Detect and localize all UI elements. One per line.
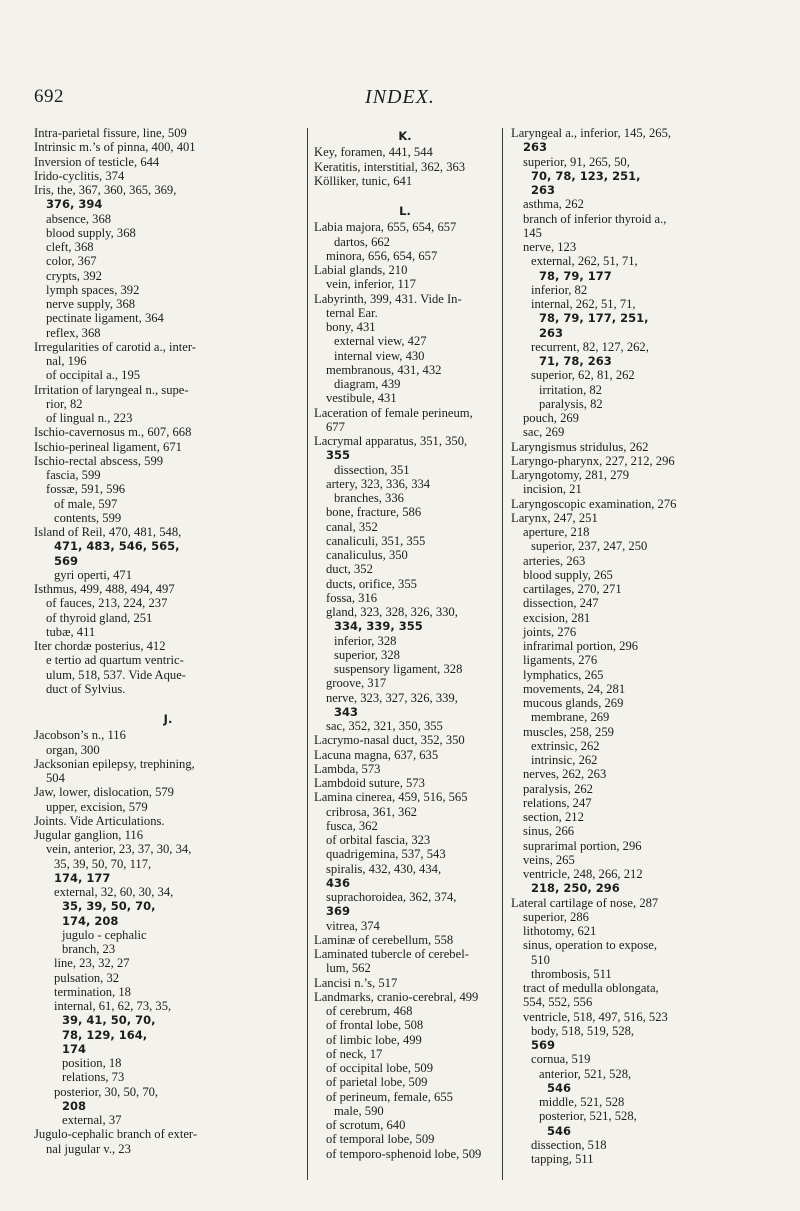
index-entry: inferior, 328 <box>334 633 397 648</box>
index-entry: Key, foramen, 441, 544 <box>314 145 433 160</box>
index-entry: of perineum, female, 655 <box>326 1089 453 1104</box>
index-entry: duct, 352 <box>326 562 373 577</box>
index-entry: 35, 39, 50, 70, 117, <box>54 856 152 871</box>
index-entry: 554, 552, 556 <box>523 995 593 1010</box>
index-entry: external, 262, 51, 71, <box>531 254 638 269</box>
index-entry: Inversion of testicle, 644 <box>34 154 160 169</box>
index-entry: gyri operti, 471 <box>54 567 132 582</box>
index-entry: Jaw, lower, dislocation, 579 <box>34 785 174 800</box>
index-entry: 677 <box>326 419 345 434</box>
index-entry: Landmarks, cranio-cerebral, 499 <box>314 989 479 1004</box>
index-entry: bone, fracture, 586 <box>326 505 422 520</box>
index-entry: dissection, 351 <box>334 462 410 477</box>
index-entry: incision, 21 <box>523 482 582 497</box>
index-entry: intrinsic, 262 <box>531 753 598 767</box>
index-entry: 369 <box>326 904 351 919</box>
index-entry: Irido-cyclitis, 374 <box>34 168 125 183</box>
index-entry: irritation, 82 <box>539 382 602 397</box>
index-entry: Keratitis, interstitial, 362, 363 <box>314 159 466 174</box>
index-entry: 35, 39, 50, 70, <box>62 899 156 914</box>
index-entry: internal view, 430 <box>334 348 425 363</box>
index-entry: Joints. Vide Articulations. <box>34 813 165 828</box>
index-entry: superior, 62, 81, 262 <box>531 368 635 383</box>
index-entry: pulsation, 32 <box>54 970 120 985</box>
index-entry: duct of Sylvius. <box>46 681 126 696</box>
index-entry: color, 367 <box>46 254 97 269</box>
index-entry: ventricle, 518, 497, 516, 523 <box>523 1009 668 1024</box>
index-entry: Lamina cinerea, 459, 516, 565 <box>314 790 468 805</box>
index-entry: line, 23, 32, 27 <box>54 956 130 971</box>
index-entry: bony, 431 <box>326 320 376 334</box>
index-entry: Laryngeal a., inferior, 145, 265, <box>511 126 672 140</box>
index-entry: 174 <box>62 1041 87 1056</box>
index-entry: diagram, 439 <box>334 377 401 391</box>
index-entry: 78, 79, 177 <box>539 268 612 283</box>
index-entry: paralysis, 82 <box>539 396 603 411</box>
index-entry: of frontal lobe, 508 <box>326 1018 424 1033</box>
index-entry: 145 <box>523 225 542 240</box>
index-entry: nerve, 323, 327, 326, 339, <box>326 690 458 705</box>
index-entry: dissection, 247 <box>523 596 599 611</box>
index-entry: Jacksonian epilepsy, trephining, <box>34 756 195 771</box>
index-entry: Lacrymal apparatus, 351, 350, <box>314 434 468 448</box>
index-entry: suspensory ligament, 328 <box>334 662 463 676</box>
index-entry: reflex, 368 <box>46 325 101 340</box>
index-entry: excision, 281 <box>523 610 591 625</box>
index-entry: Island of Reil, 470, 481, 548, <box>34 525 182 539</box>
index-entry: 174, 208 <box>62 913 119 928</box>
index-entry: dartos, 662 <box>334 234 390 249</box>
index-entry: fossæ, 591, 596 <box>46 482 126 497</box>
index-entry: Jacobson’s n., 116 <box>34 728 126 743</box>
index-entry: lymph spaces, 392 <box>46 282 140 297</box>
index-entry: sinus, 266 <box>523 824 575 839</box>
index-entry: organ, 300 <box>46 742 100 757</box>
index-entry: branch, 23 <box>62 942 116 956</box>
index-entry: Irritation of laryngeal n., supe- <box>34 382 189 397</box>
index-entry: suprarimal portion, 296 <box>523 838 642 853</box>
index-entry: nal jugular v., 23 <box>46 1141 131 1156</box>
index-entry: dissection, 518 <box>531 1137 607 1152</box>
index-entry: 218, 250, 296 <box>531 881 620 896</box>
index-entry: branches, 336 <box>334 491 404 505</box>
index-entry: superior, 91, 265, 50, <box>523 154 630 169</box>
index-entry: 436 <box>326 875 351 890</box>
index-entry: Jugulo-cephalic branch of exter- <box>34 1127 198 1142</box>
index-entry: membrane, 269 <box>531 710 610 725</box>
index-entry: ulum, 518, 537. Vide Aque- <box>46 667 186 682</box>
index-entry: vestibule, 431 <box>326 391 397 406</box>
index-column-2 <box>314 126 496 1161</box>
index-entry: male, 590 <box>334 1103 384 1118</box>
index-entry: fossa, 316 <box>326 590 378 605</box>
index-entry: Larynx, 247, 251 <box>511 510 598 525</box>
index-entry: mucous glands, 269 <box>523 696 624 710</box>
index-entry: paralysis, 262 <box>523 781 593 796</box>
index-entry: blood supply, 368 <box>46 225 136 240</box>
index-entry: of fauces, 213, 224, 237 <box>46 596 168 611</box>
index-entry: sac, 269 <box>523 425 565 440</box>
index-entry: absence, 368 <box>46 211 112 226</box>
index-entry: infrarimal portion, 296 <box>523 639 639 653</box>
index-entry: gland, 323, 328, 326, 330, <box>326 605 458 619</box>
index-entry: 70, 78, 123, 251, <box>531 168 641 183</box>
index-entry: 471, 483, 546, 565, <box>54 539 180 554</box>
index-entry: Intra-parietal fissure, line, 509 <box>34 126 187 140</box>
index-entry: internal, 61, 62, 73, 35, <box>54 999 172 1013</box>
index-entry: 208 <box>62 1098 87 1113</box>
index-entry: 78, 129, 164, <box>62 1027 148 1042</box>
index-entry: spiralis, 432, 430, 434, <box>326 861 442 876</box>
index-entry: position, 18 <box>62 1056 122 1070</box>
index-entry: of cerebrum, 468 <box>326 1004 413 1018</box>
index-entry: vein, anterior, 23, 37, 30, 34, <box>46 842 192 857</box>
index-entry: of parietal lobe, 509 <box>326 1075 428 1090</box>
index-entry: of lingual n., 223 <box>46 411 133 425</box>
index-entry: Iris, the, 367, 360, 365, 369, <box>34 183 177 197</box>
index-entry: arteries, 263 <box>523 553 586 568</box>
index-entry: suprachoroidea, 362, 374, <box>326 890 457 904</box>
index-entry: Lateral cartilage of nose, 287 <box>511 895 659 910</box>
index-entry: of occipital lobe, 509 <box>326 1061 434 1075</box>
index-entry: Laryngoscopic examination, 276 <box>511 496 677 511</box>
index-entry: Kölliker, tunic, 641 <box>314 173 413 188</box>
index-entry: lymphatics, 265 <box>523 667 604 682</box>
index-entry: 174, 177 <box>54 870 111 885</box>
index-entry: 546 <box>547 1080 572 1095</box>
index-entry: Lancisi n.’s, 517 <box>314 975 398 990</box>
index-entry: of temporal lobe, 509 <box>326 1132 435 1147</box>
index-entry: ventricle, 248, 266, 212 <box>523 867 643 881</box>
index-entry: quadrigemina, 537, 543 <box>326 847 446 862</box>
index-entry: posterior, 521, 528, <box>539 1109 637 1124</box>
index-entry: 263 <box>523 140 548 155</box>
index-entry: anterior, 521, 528, <box>539 1066 632 1081</box>
index-entry: Irregularities of carotid a., inter- <box>34 339 196 354</box>
section-letter: L. <box>399 204 411 218</box>
index-entry: sinus, operation to expose, <box>523 938 657 953</box>
page-number: 692 <box>34 86 64 107</box>
column-divider <box>307 128 308 1180</box>
index-entry: external, 32, 60, 30, 34, <box>54 885 174 899</box>
index-entry: canaliculi, 351, 355 <box>326 533 426 548</box>
index-entry: 569 <box>54 553 79 568</box>
index-entry: vein, inferior, 117 <box>326 277 416 292</box>
index-entry: branch of inferior thyroid a., <box>523 211 667 226</box>
index-entry: nerve supply, 368 <box>46 297 136 311</box>
section-gap <box>314 188 496 201</box>
index-entry: of thyroid gland, 251 <box>46 610 153 625</box>
index-entry: ligaments, 276 <box>523 653 598 668</box>
index-entry: fusca, 362 <box>326 818 378 833</box>
index-entry: 355 <box>326 448 351 463</box>
index-entry: canal, 352 <box>326 519 378 534</box>
index-entry: recurrent, 82, 127, 262, <box>531 339 649 354</box>
index-entry: posterior, 30, 50, 70, <box>54 1084 159 1099</box>
index-entry: rior, 82 <box>46 396 83 411</box>
index-entry: thrombosis, 511 <box>531 966 612 981</box>
index-entry: nerves, 262, 263 <box>523 767 607 782</box>
index-column-3 <box>511 126 773 1166</box>
index-entry: movements, 24, 281 <box>523 681 626 696</box>
index-entry: Laminæ of cerebellum, 558 <box>314 932 454 947</box>
index-entry: sac, 352, 321, 350, 355 <box>326 719 443 733</box>
index-entry: section, 212 <box>523 810 584 824</box>
index-entry: superior, 286 <box>523 909 589 924</box>
index-entry: of limbic lobe, 499 <box>326 1032 422 1047</box>
index-entry: 263 <box>531 183 556 197</box>
index-entry: cartilages, 270, 271 <box>523 582 622 596</box>
index-entry: ternal Ear. <box>326 305 378 320</box>
running-title: INDEX. <box>365 86 435 108</box>
index-entry: lithotomy, 621 <box>523 924 597 938</box>
index-column-1 <box>34 126 302 1156</box>
index-entry: 343 <box>334 704 359 719</box>
index-entry: of scrotum, 640 <box>326 1118 406 1132</box>
section-gap <box>34 696 302 709</box>
index-entry: groove, 317 <box>326 676 387 691</box>
index-entry: Lacuna magna, 637, 635 <box>314 747 439 762</box>
index-entry: external view, 427 <box>334 334 427 349</box>
index-entry: Intrinsic m.’s of pinna, 400, 401 <box>34 140 196 155</box>
index-entry: minora, 656, 654, 657 <box>326 248 438 263</box>
index-entry: Iter chordæ posterius, 412 <box>34 639 166 653</box>
page-header <box>0 86 800 114</box>
index-entry: Laryngo-pharynx, 227, 212, 296 <box>511 453 675 468</box>
index-entry: Lambdoid suture, 573 <box>314 776 425 790</box>
index-entry: crypts, 392 <box>46 268 102 283</box>
index-entry: nal, 196 <box>46 354 87 368</box>
index-entry: lum, 562 <box>326 961 371 976</box>
index-entry: Labial glands, 210 <box>314 263 408 277</box>
index-entry: vitrea, 374 <box>326 918 380 933</box>
index-entry: 263 <box>539 325 564 340</box>
section-letter: K. <box>398 129 412 143</box>
index-entry: Labyrinth, 399, 431. Vide In- <box>314 291 462 306</box>
index-entry: of male, 597 <box>54 496 118 511</box>
index-entry: Ischio-rectal abscess, 599 <box>34 453 164 468</box>
index-entry: 546 <box>547 1123 572 1138</box>
index-entry: extrinsic, 262 <box>531 738 600 753</box>
index-entry: superior, 328 <box>334 647 400 662</box>
index-entry: 569 <box>531 1038 556 1052</box>
index-entry: membranous, 431, 432 <box>326 362 442 377</box>
index-entry: ducts, orifice, 355 <box>326 576 417 591</box>
index-entry: Laryngotomy, 281, 279 <box>511 468 630 482</box>
index-entry: pouch, 269 <box>523 411 579 425</box>
index-entry: of occipital a., 195 <box>46 368 141 383</box>
index-entry: e tertio ad quartum ventric- <box>46 653 184 668</box>
index-entry: joints, 276 <box>523 624 577 639</box>
index-entry: Labia majora, 655, 654, 657 <box>314 220 457 235</box>
index-entry: 376, 394 <box>46 197 103 212</box>
index-entry: canaliculus, 350 <box>326 548 408 562</box>
index-entry: relations, 247 <box>523 795 592 810</box>
index-entry: external, 37 <box>62 1113 122 1127</box>
index-entry: tubæ, 411 <box>46 624 96 639</box>
index-entry: 504 <box>46 771 65 785</box>
index-entry: muscles, 258, 259 <box>523 724 614 739</box>
index-entry: 39, 41, 50, 70, <box>62 1013 156 1028</box>
index-entry: internal, 262, 51, 71, <box>531 297 636 311</box>
index-entry: Ischio-cavernosus m., 607, 668 <box>34 425 192 440</box>
index-entry: nerve, 123 <box>523 240 577 254</box>
index-entry: superior, 237, 247, 250 <box>531 539 648 554</box>
index-entry: fascia, 599 <box>46 468 101 482</box>
section-letter: J. <box>163 712 173 726</box>
index-entry: relations, 73 <box>62 1070 125 1085</box>
index-entry: Lambda, 573 <box>314 761 381 776</box>
index-entry: tapping, 511 <box>531 1152 594 1166</box>
index-entry: middle, 521, 528 <box>539 1095 625 1109</box>
index-entry: 510 <box>531 952 550 967</box>
index-entry: Laminated tubercle of cerebel- <box>314 947 469 961</box>
index-entry: of neck, 17 <box>326 1046 383 1061</box>
index-entry: Ischio-perineal ligament, 671 <box>34 439 182 454</box>
index-entry: blood supply, 265 <box>523 567 613 582</box>
index-entry: pectinate ligament, 364 <box>46 311 164 326</box>
index-entry: artery, 323, 336, 334 <box>326 476 431 491</box>
index-entry: tract of medulla oblongata, <box>523 981 659 995</box>
index-entry: aperture, 218 <box>523 525 590 539</box>
index-entry: upper, excision, 579 <box>46 799 148 814</box>
index-entry: contents, 599 <box>54 510 122 525</box>
index-entry: inferior, 82 <box>531 282 588 297</box>
index-entry: veins, 265 <box>523 852 575 867</box>
index-entry: termination, 18 <box>54 984 131 999</box>
index-entry: 334, 339, 355 <box>334 619 423 634</box>
index-entry: 71, 78, 263 <box>539 354 612 368</box>
index-entry: Laryngismus stridulus, 262 <box>511 439 649 454</box>
index-entry: cornua, 519 <box>531 1052 591 1067</box>
index-entry: Lacrymo-nasal duct, 352, 350 <box>314 733 465 748</box>
index-entry: Jugular ganglion, 116 <box>34 828 144 842</box>
index-entry: jugulo - cephalic <box>62 927 147 942</box>
index-entry: cribrosa, 361, 362 <box>326 804 417 819</box>
index-entry: asthma, 262 <box>523 197 584 212</box>
index-entry: 78, 79, 177, 251, <box>539 311 649 326</box>
index-entry: cleft, 368 <box>46 240 94 254</box>
index-entry: of orbital fascia, 323 <box>326 833 431 847</box>
index-entry: of temporo-sphenoid lobe, 509 <box>326 1146 482 1161</box>
index-entry: Laceration of female perineum, <box>314 405 473 420</box>
column-divider <box>502 128 503 1180</box>
index-entry: Isthmus, 499, 488, 494, 497 <box>34 582 175 596</box>
index-entry: body, 518, 519, 528, <box>531 1023 635 1038</box>
